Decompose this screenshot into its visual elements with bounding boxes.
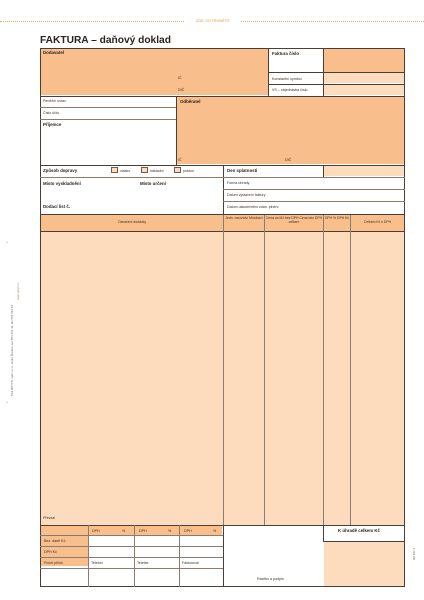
vat1-pct: % bbox=[122, 529, 126, 533]
dispatch-place-label: Místo vyskladnění bbox=[43, 181, 81, 186]
transport-own-checkbox[interactable] bbox=[111, 167, 118, 173]
invoice-number-label: Faktura číslo bbox=[272, 51, 300, 56]
side-print-web: www.optys.cz bbox=[16, 282, 20, 300]
net-amount-label: Bez. daně Kč bbox=[44, 539, 66, 543]
punch-mark-top: › bbox=[6, 240, 8, 246]
col-description: Označení dodávky bbox=[117, 220, 147, 224]
due-date-field[interactable] bbox=[324, 166, 404, 176]
account-number-label: Číslo účtu bbox=[43, 111, 59, 115]
supplier-label: Dodavatel bbox=[43, 50, 64, 55]
supplier-area[interactable] bbox=[41, 49, 268, 95]
bank-name-label: Peněžní ústav bbox=[43, 99, 66, 103]
form-code: OP 107 1 bbox=[412, 547, 416, 560]
destination-place-label: Místo určení bbox=[140, 181, 166, 186]
side-print: Tisk OPTYS, spol. s r.o., Dolní Životice, tel. 553 654 11, fax 553 654 04 bbox=[10, 305, 14, 396]
vat3-pct: % bbox=[213, 529, 217, 533]
variable-symbol-label: VS – objednávka číslo bbox=[272, 88, 308, 92]
total-due-field[interactable] bbox=[324, 542, 404, 586]
transport-own-label: vlastní bbox=[120, 169, 131, 173]
transport-post-checkbox[interactable] bbox=[174, 167, 181, 173]
vat-amount-label: DPH Kč bbox=[44, 550, 57, 554]
transport-post-label: poštou bbox=[183, 169, 194, 173]
page-title: FAKTURA – daňový doklad bbox=[40, 35, 171, 46]
fax-label: Telefax bbox=[137, 561, 149, 565]
vat1-label: DPH bbox=[92, 529, 100, 533]
delivery-note-label: Dodací list č. bbox=[43, 204, 71, 209]
customer-label: Odběratel bbox=[180, 99, 201, 104]
variable-symbol-field[interactable] bbox=[324, 85, 404, 95]
transport-label: Způsob dopravy bbox=[43, 168, 78, 173]
constant-symbol-label: Konstantní symbol bbox=[272, 77, 302, 81]
issue-date-label: Datum vystavení faktury bbox=[227, 193, 266, 197]
vat3-label: DPH bbox=[184, 529, 192, 533]
supplier-ic-label: IČ bbox=[178, 76, 182, 80]
payment-method-label: Forma úhrady bbox=[227, 181, 250, 185]
summary-header bbox=[41, 526, 222, 535]
due-date-label: Den splatnosti bbox=[227, 168, 258, 173]
col-price: Cena za MJ bez DPH Cena bez DPH celkem bbox=[265, 216, 323, 225]
transport-freight-checkbox[interactable] bbox=[141, 167, 148, 173]
phone-label: Telefon bbox=[91, 561, 103, 565]
vat2-label: DPH bbox=[139, 529, 147, 533]
cut-label: ZDE ODTRHNĚTE bbox=[185, 18, 241, 25]
received-by-label: Převzal bbox=[43, 516, 55, 520]
constant-symbol-field[interactable] bbox=[324, 73, 404, 83]
taxable-date-label: Datum uskutečnění zdan. plnění bbox=[227, 205, 279, 209]
supplier-dic-label: DIČ bbox=[178, 88, 185, 92]
punch-mark-bottom: › bbox=[6, 400, 8, 406]
recipient-label: Příjemce bbox=[43, 122, 62, 127]
issued-by-label: Fakturoval bbox=[182, 561, 199, 565]
col-total: Celkem Kč s DPH bbox=[363, 220, 392, 224]
col-unit-qty: Jedn. množství Množství bbox=[225, 216, 263, 220]
customer-dic-label: DIČ bbox=[285, 158, 292, 162]
attachments-label: Počet příloh bbox=[44, 561, 64, 565]
customer-ic-label: IČ bbox=[178, 158, 182, 162]
customer-area[interactable] bbox=[177, 97, 404, 164]
invoice-number-field[interactable] bbox=[324, 49, 404, 72]
total-due-label: K úhradě celkem Kč bbox=[338, 528, 380, 533]
transport-freight-label: nákladní bbox=[150, 169, 164, 173]
vat2-pct: % bbox=[168, 529, 172, 533]
col-vat: DPH % DPH Kč bbox=[324, 216, 350, 220]
stamp-label: Razítko a podpis bbox=[257, 577, 284, 581]
